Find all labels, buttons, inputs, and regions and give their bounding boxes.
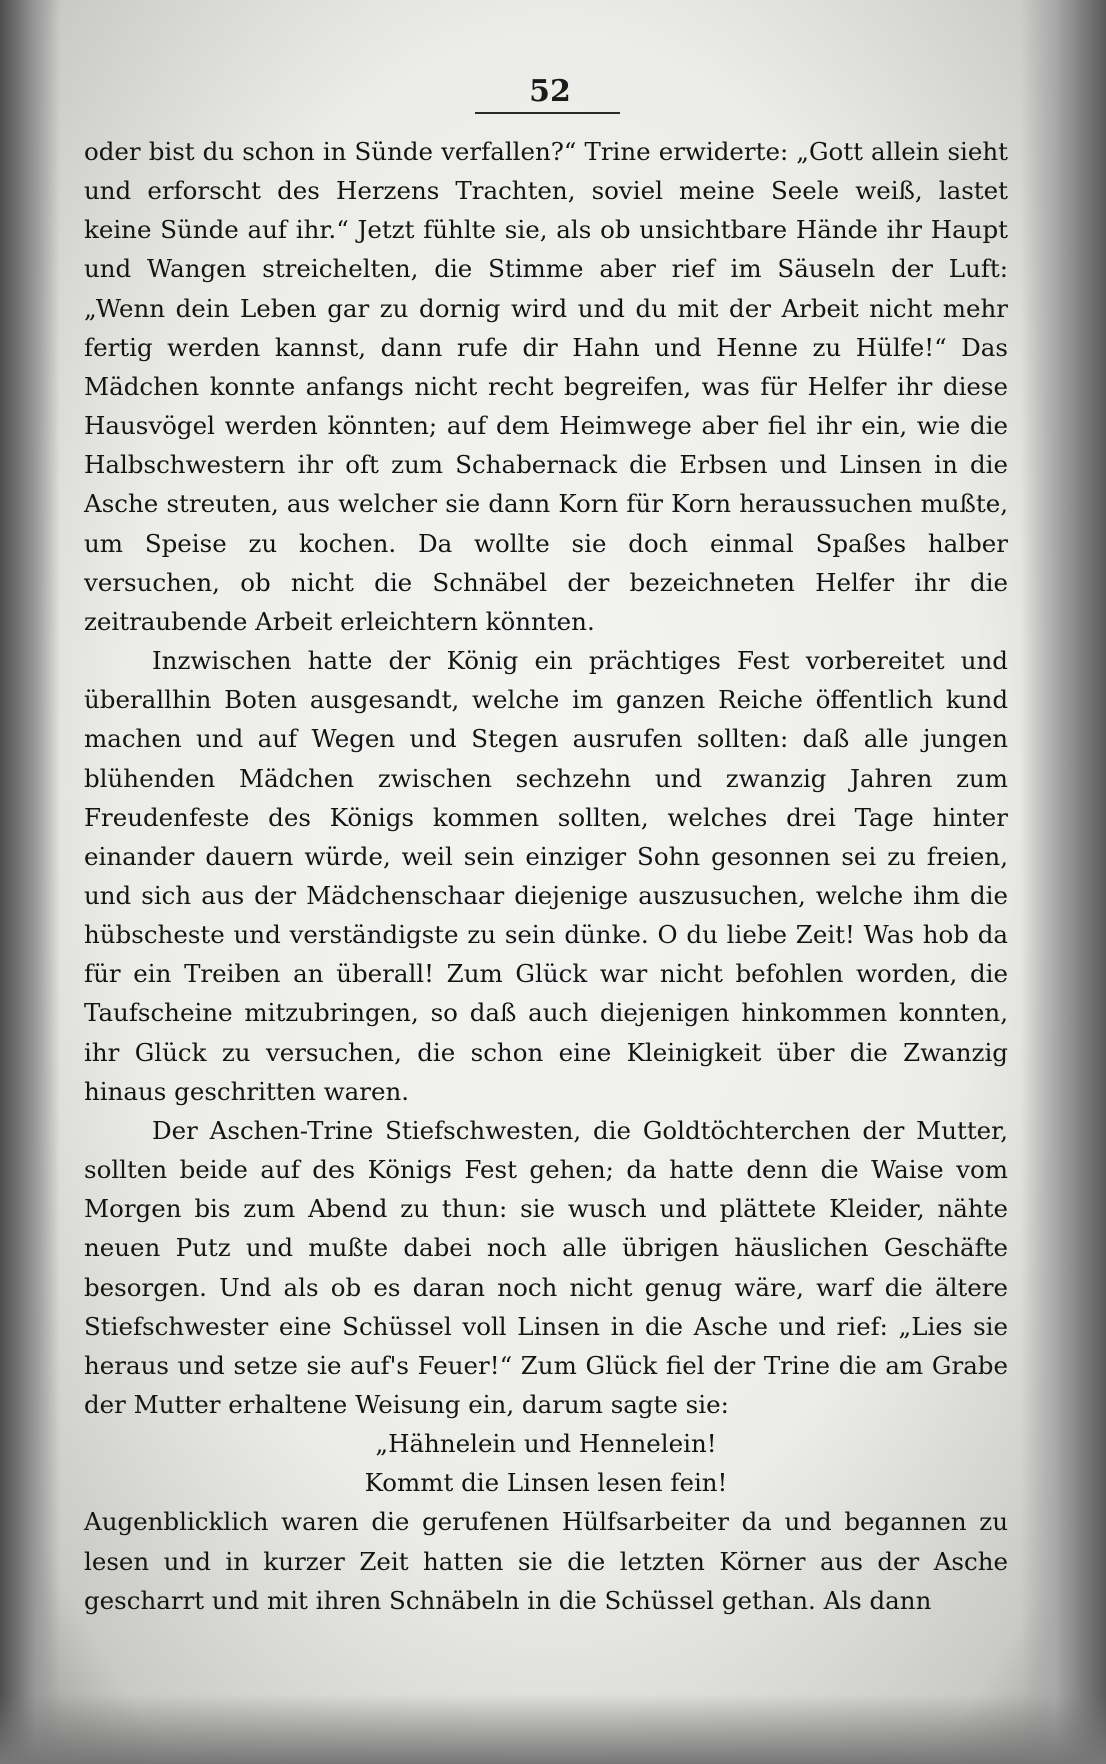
- scan-shadow-right: [1021, 0, 1106, 1764]
- scan-shadow-bottom: [0, 1694, 1106, 1764]
- verse-line-2: Kommt die Linsen lesen fein!: [364, 1468, 728, 1498]
- closing-paragraph: Augenblicklich waren die gerufenen Hülfsarbeiter da und begannen zu lesen und in kurzer Zeit hatten sie die letzten Körner aus der Asche gescharrt und mit ihren Schnäbeln in die Schüssel gethan. Als dann: [84, 1507, 1008, 1615]
- page-number: 52: [529, 74, 571, 109]
- paragraph-1: oder bist du schon in Sünde verfallen?“ Trine erwiderte: „Gott allein sieht und erforscht des Herzens Trachten, soviel meine Seele weiß, lastet keine Sünde auf ihr.“ Jetzt fühlte sie, als ob unsichtbare Hände ihr Haupt und Wangen streichelten, die Stimme aber rief im Säuseln der Luft: „Wenn dein Leben gar zu dornig wird und du mit der Arbeit nicht mehr fertig werden kannst, dann rufe dir Hahn und Henne zu Hülfe!“ Das Mädchen konnte anfangs nicht recht begreifen, was für Helfer ihr diese Hausvögel werden könnten; auf dem Heimwege aber fiel ihr ein, wie die Halbschwestern ihr oft zum Schabernack die Erbsen und Linsen in die Asche streuten, aus welcher sie dann Korn für Korn heraussuchen mußte, um Speise zu kochen. Da wollte sie doch einmal Spaßes halber versuchen, ob nicht die Schnäbel der bezeichneten Helfer ihr die zeitraubende Arbeit erleichtern könnten.: [84, 137, 1008, 636]
- scan-shadow-left: [0, 0, 60, 1764]
- verse-line-1: „Hähnelein und Hennelein!: [375, 1429, 717, 1459]
- paragraph-2: Inzwischen hatte der König ein prächtiges Fest vorbereitet und überallhin Boten ausgesandt, welche im ganzen Reiche öffentlich kund machen und auf Wegen und Stegen ausrufen sollten: daß alle jungen blühenden Mädchen zwischen sechzehn und zwanzig Jahren zum Freudenfeste des Königs kommen sollten, welches drei Tage hinter einander dauern würde, weil sein einziger Sohn gesonnen sei zu freien, und sich aus der Mädchenschaar diejenige auszusuchen, welche ihm die hübscheste und verständigste zu sein dünke. O du liebe Zeit! Was hob da für ein Treiben an überall! Zum Glück war nicht befohlen worden, die Taufscheine mitzubringen, so daß auch diejenigen hinkommen konnten, ihr Glück zu versuchen, die schon eine Kleinigkeit über die Zwanzig hinaus geschritten waren.: [84, 646, 1008, 1106]
- page-number-rule: [475, 112, 620, 114]
- paragraph-3: Der Aschen-Trine Stiefschwesten, die Goldtöchterchen der Mutter, sollten beide auf des Königs Fest gehen; da hatte denn die Waise vom Morgen bis zum Abend zu thun: sie wusch und plättete Kleider, nähte neuen Putz und mußte dabei noch alle übrigen häuslichen Geschäfte besorgen. Und als ob es daran noch nicht genug wäre, warf die ältere Stiefschwester eine Schüssel voll Linsen in die Asche und rief: „Lies sie heraus und setze sie auf's Feuer!“ Zum Glück fiel der Trine die am Grabe der Mutter erhaltene Weisung ein, darum sagte sie:: [84, 1115, 1008, 1419]
- body-text: [84, 132, 1008, 1620]
